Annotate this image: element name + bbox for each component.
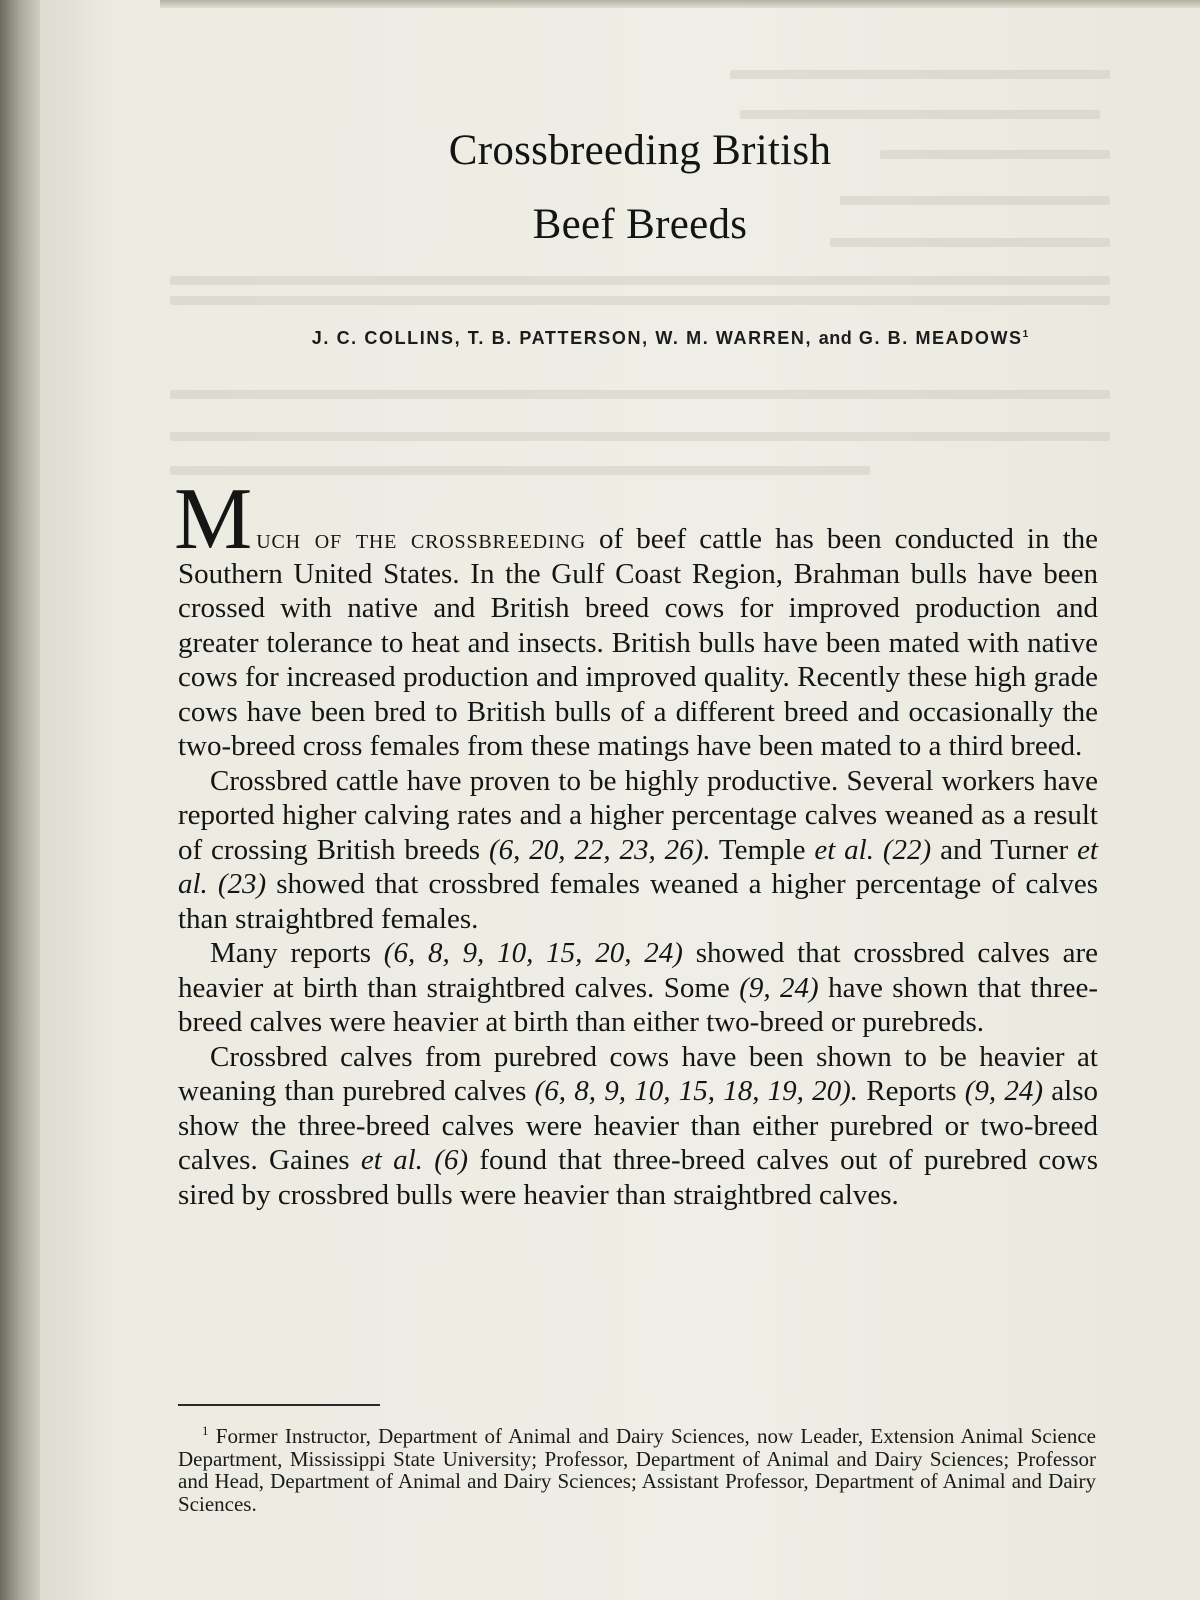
citation: et al. (6) xyxy=(360,1144,469,1176)
paragraph-2 xyxy=(178,764,1098,937)
drop-cap: M xyxy=(174,471,253,568)
show-through-line xyxy=(170,276,1110,285)
paragraph-1-text: of beef cattle has been conducted in the Southern United States. In the Gulf Coast Region, Brahman bulls have been crossed with native and British breed cows for improved production and greater tolerance to heat and insects. British bulls have been mated with native cows for increased production and improved quality. Recently these high grade cows have been bred to British bulls of a different breed and occasionally the two-breed cross females from these matings have been mated to a third breed. xyxy=(178,523,1099,762)
citation: (6, 8, 9, 10, 15, 20, 24) xyxy=(383,937,683,969)
paragraph-2-text: Temple xyxy=(710,833,815,866)
show-through-line xyxy=(740,110,1100,119)
paragraph-2-text: Crossbred cattle have proven to be highly productive. Several workers have reported higher calving rates and a higher percentage calves weaned as a result of crossing British breeds xyxy=(178,764,1098,866)
paragraph-4-text: found that three-breed calves out of purebred cows sired by crossbred bulls were heavier than straightbred calves. xyxy=(178,1144,1098,1211)
show-through-line xyxy=(730,70,1110,79)
author-byline xyxy=(240,328,1100,349)
author-footnote-mark: 1 xyxy=(1022,329,1029,340)
footnote xyxy=(178,1420,1096,1515)
author-names-b: G. B. MEADOWS xyxy=(858,328,1023,348)
page-top-edge xyxy=(160,0,1200,8)
paragraph-4 xyxy=(178,1040,1098,1213)
author-conjunction: and xyxy=(818,328,853,348)
article-title-line-2: Beef Breeds xyxy=(532,201,748,248)
show-through-line xyxy=(170,466,870,475)
opening-small-caps: uch of the crossbreeding xyxy=(256,523,586,555)
paragraph-3-text: have shown that three-breed calves were heavier at birth than either two-breed or purebreds. xyxy=(178,971,1098,1038)
paragraph-4-text: Crossbred calves from purebred cows have been shown to be heavier at weaning than purebred calves xyxy=(178,1040,1098,1107)
footnote-text: Former Instructor, Department of Animal and Dairy Sciences, now Leader, Extension Animal Science Department, Mississippi State University; Professor, Department of Animal and Dairy Sciences; Professor and Head, Department of Animal and Dairy Sciences; Assistant Professor, Department of Animal and Dairy Sciences. xyxy=(178,1424,1097,1516)
paragraph-2-text: showed that crossbred females weaned a higher percentage of calves than straightbred females. xyxy=(178,868,1099,935)
citation: (6, 20, 22, 23, 26). xyxy=(488,833,711,866)
paragraph-3-text: Many reports xyxy=(210,937,384,969)
show-through-line xyxy=(170,296,1110,305)
paragraph-4-text: also show the three-breed calves were heavier than either purebred or two-breed calves. Gaines xyxy=(178,1075,1098,1176)
paragraph-3-text: showed that crossbred calves are heavier at birth than straightbred calves. Some xyxy=(178,937,1098,1004)
author-names-a: J. C. COLLINS, T. B. PATTERSON, W. M. WARREN, xyxy=(311,328,813,348)
article-body xyxy=(174,471,1099,1212)
citation: et al. (22) xyxy=(814,833,932,866)
paragraph-1 xyxy=(174,471,1099,764)
paragraph-4-text: Reports xyxy=(858,1075,965,1107)
paragraph-2-text: and Turner xyxy=(931,833,1078,866)
citation: (9, 24) xyxy=(739,971,819,1004)
show-through-line xyxy=(170,390,1110,399)
show-through-line xyxy=(170,432,1110,441)
book-page xyxy=(40,0,1200,1600)
book-gutter xyxy=(0,0,44,1600)
footnote-divider xyxy=(178,1404,380,1406)
footnote-mark: 1 xyxy=(202,1423,209,1438)
citation: et al. (23) xyxy=(178,833,1098,900)
citation: (9, 24) xyxy=(964,1075,1044,1107)
paragraph-3 xyxy=(178,936,1098,1040)
citation: (6, 8, 9, 10, 15, 18, 19, 20). xyxy=(534,1075,859,1107)
article-title-line-1: Crossbreeding British xyxy=(448,127,832,174)
